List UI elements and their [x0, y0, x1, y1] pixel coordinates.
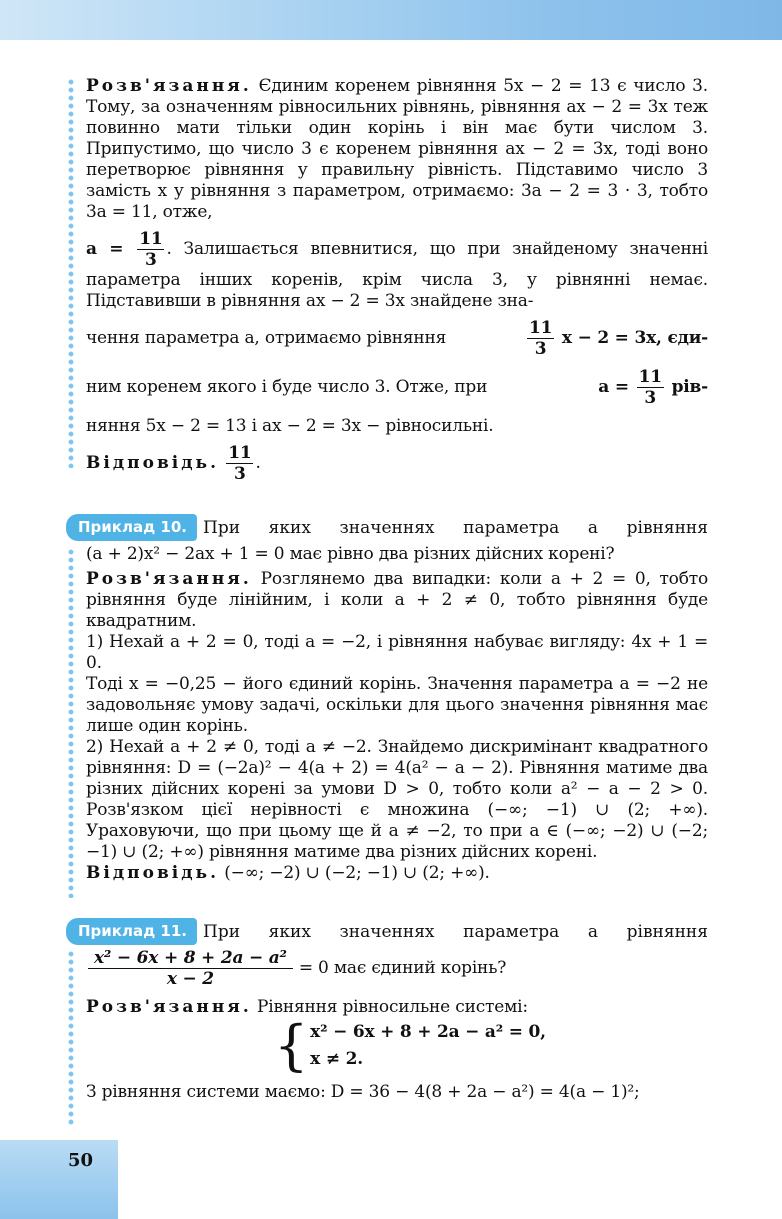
answer-period: .: [255, 453, 261, 473]
example-10-block: [86, 544, 708, 884]
example-10-question-1: При яких значеннях параметра a рівняння: [203, 517, 708, 538]
fraction-denominator: 3: [644, 388, 657, 408]
solution-9-paragraph-2: [86, 229, 708, 312]
system-lines: [310, 1022, 546, 1070]
solution-text: Розглянемо два випадки: коли a + 2 = 0, тобто рівняння буде лінійним, і коли a + 2 ≠ 0, тобто рівняння буде квадратним.: [86, 569, 708, 631]
fraction-denominator: x − 2: [166, 969, 214, 989]
top-decorative-band: [0, 0, 782, 40]
answer-lead: Відповідь.: [86, 453, 219, 473]
example-10-solution: [86, 569, 708, 632]
margin-dots: [68, 548, 74, 898]
example-11-fraction: [88, 948, 293, 989]
system-equation-1: x² − 6x + 8 + 2a − a² = 0,: [310, 1022, 546, 1042]
corner-decorative-band: [0, 1140, 118, 1219]
solution-line-3: [86, 318, 708, 359]
example-11-solution: [86, 997, 708, 1018]
solution-text-1: Єдиним коренем рівняння 5x − 2 = 13 є число 3. Тому, за означенням рівносильних рівнянь, рівняння ax − 2 = 3x теж повинно мати тільки один корінь і він має бути числом 3. Припустимо, що число 3 є коренем рівняння ax − 2 = 3x, тоді воно перетворює рівняння у правильну рівність. Підставимо число 3 замість x у рівняння з параметром, отримаємо: 3a − 2 = 3 · 3, тобто 3a = 11, отже,: [86, 76, 708, 222]
answer-fraction: [226, 443, 253, 484]
solution-text: Рівняння рівносильне системі:: [257, 997, 528, 1017]
solution-text-3b: x − 2 = 3x, єди-: [561, 328, 708, 348]
example-10-badge: Приклад 10.: [66, 514, 197, 541]
fraction-numerator: 11: [638, 367, 662, 387]
system-equation-2: x ≠ 2.: [310, 1049, 363, 1069]
param-a-equals: a =: [86, 239, 124, 259]
fraction-denominator: 3: [145, 250, 157, 270]
system-brace: {: [274, 1014, 309, 1077]
fraction-numerator: x² − 6x + 8 + 2a − a²: [88, 948, 293, 969]
equation-system: [274, 1014, 546, 1077]
fraction-numerator: 11: [228, 443, 252, 463]
margin-dots: [68, 950, 74, 1125]
case-1-continued: Тоді x = −0,25 − його єдиний корінь. Значення параметра a = −2 не задовольняє умову задачі, оскільки для цього значення рівняння має лише один корінь.: [86, 674, 708, 736]
margin-dots: [68, 78, 74, 468]
example-11-equation: [86, 948, 708, 989]
fraction-denominator: 3: [534, 339, 547, 359]
example-11-question-1: При яких значеннях параметра a рівняння: [203, 921, 708, 942]
fraction-numerator: 11: [139, 229, 163, 249]
example-10-title-row: [66, 514, 708, 541]
example-11-title-row: [66, 918, 708, 945]
solution-lead: Розв'язання.: [86, 569, 252, 589]
example-11-block: [86, 948, 708, 1103]
solution-text-2: . Залишається впевнитися, що при знайденому значенні параметра інших коренів, крім числа 3, у рівнянні немає. Підставивши в рівняння ax − 2 = 3x знайдене зна-: [86, 239, 708, 311]
solution-line-5: няння 5x − 2 = 13 і ax − 2 = 3x − рівносильні.: [86, 416, 494, 436]
fraction-numerator: 11: [528, 318, 553, 338]
example-11-heading: [66, 918, 708, 945]
param-a-equals: a =: [598, 377, 629, 397]
example-10-heading: [66, 514, 708, 541]
example-11-last-line: З рівняння системи маємо: D = 36 − 4(8 + 2a − a²) = 4(a − 1)²;: [86, 1082, 640, 1102]
solution-text-4b: рів-: [671, 377, 708, 397]
case-2: 2) Нехай a + 2 ≠ 0, тоді a ≠ −2. Знайдемо дискримінант квадратного рівняння: D = (−2a)² − 4(a + 2) = 4(a² − a − 2). Рівняння матиме два різних дійсних корені за умови D > 0, тобто коли a² − a − 2 > 0. Розв'язком цієї нерівності є множина (−∞; −1) ∪ (2; +∞). Ураховуючи, що при цьому ще й a ≠ −2, то при a ∈ (−∞; −2) ∪ (−2; −1) ∪ (2; +∞) рівняння матиме два різних дійсних корені.: [86, 737, 708, 862]
example-10-answer: [86, 863, 708, 884]
answer-lead: Відповідь.: [86, 863, 219, 883]
solution-text-4a: ним коренем якого і буде число 3. Отже, при: [86, 377, 488, 397]
example-10-question-2: (a + 2)x² − 2ax + 1 = 0 має рівно два різних дійсних корені?: [86, 544, 615, 564]
fraction-denominator: 3: [234, 464, 246, 484]
fraction-11-3: [527, 318, 554, 359]
answer-line: [86, 443, 708, 484]
example-11-question-2: = 0 має єдиний корінь?: [298, 958, 507, 978]
answer-value: (−∞; −2) ∪ (−2; −1) ∪ (2; +∞).: [224, 863, 490, 883]
page-number: 50: [68, 1150, 94, 1171]
solution-line-4: [86, 367, 708, 408]
solution-lead: Розв'язання.: [86, 997, 252, 1017]
solution-9-block: [86, 76, 708, 484]
example-11-badge: Приклад 11.: [66, 918, 197, 945]
fraction-11-3: [637, 367, 664, 408]
case-1: 1) Нехай a + 2 = 0, тоді a = −2, і рівняння набуває вигляду: 4x + 1 = 0.: [86, 632, 708, 673]
solution-lead: Розв'язання.: [86, 76, 252, 96]
fraction-11-3: [137, 229, 164, 270]
solution-9-paragraph: [86, 76, 708, 223]
solution-text-3a: чення параметра a, отримаємо рівняння: [86, 328, 447, 348]
